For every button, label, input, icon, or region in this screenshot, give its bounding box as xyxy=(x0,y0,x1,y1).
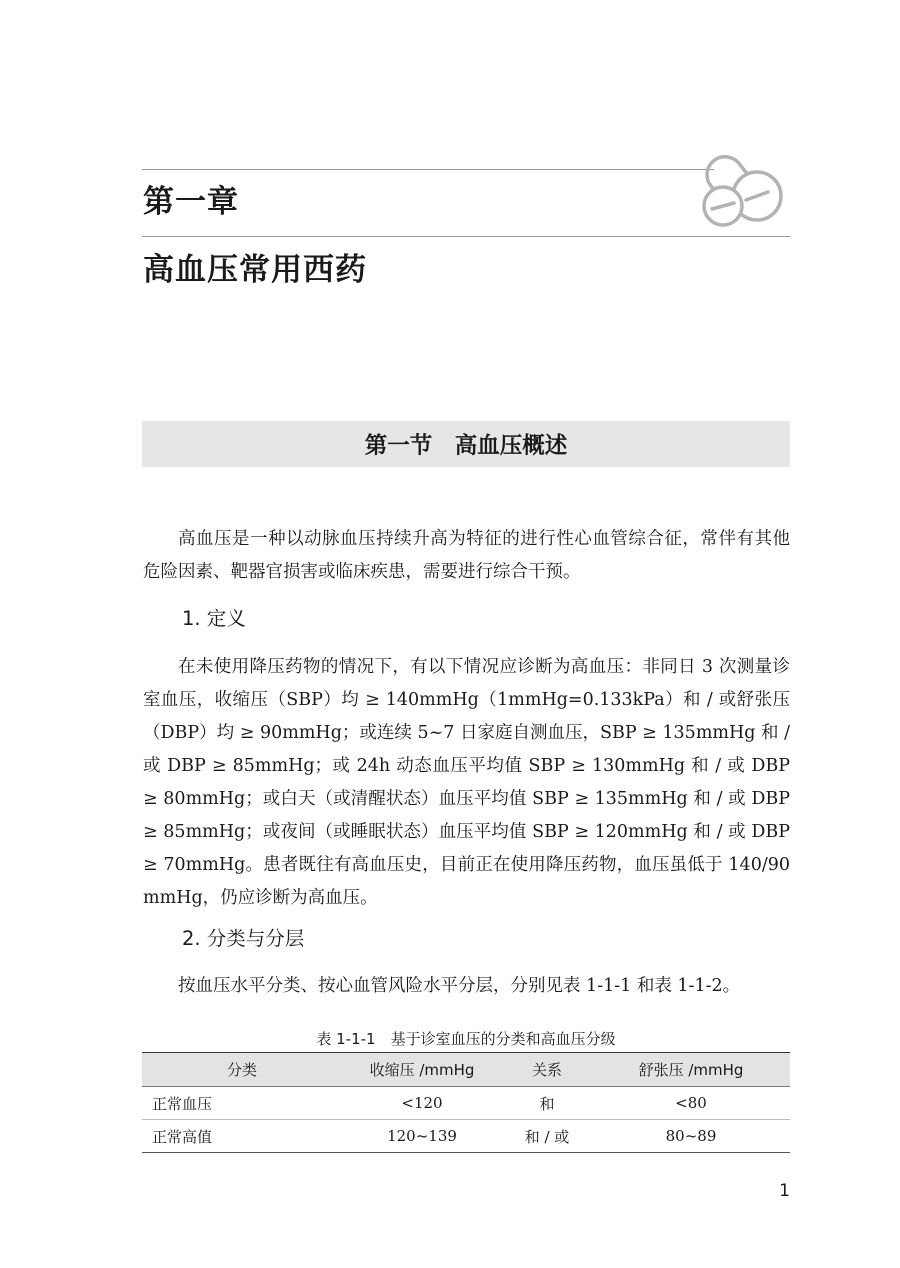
chapter-title: 高血压常用西药 xyxy=(143,252,367,288)
table-header-cell: 舒张压 /mmHg xyxy=(592,1053,790,1087)
definition-paragraph: 在未使用降压药物的情况下，有以下情况应诊断为高血压：非同日 3 次测量诊室血压，收缩压（SBP）均 ≥ 140mmHg（1mmHg=0.133kPa）和 / 或舒张压（DBP）均 ≥ 90mmHg；或连续 5~7 日家庭自测血压，SBP ≥ 135mmHg 和 / 或 DBP ≥ 85mmHg；或 24h 动态血压平均值 SBP ≥ 130mmHg 和 / 或 DBP ≥ 80mmHg；或白天（或清醒状态）血压平均值 SBP ≥ 135mmHg 和 / 或 DBP ≥ 85mmHg；或夜间（或睡眠状态）血压平均值 SBP ≥ 120mmHg 和 / 或 DBP ≥ 70mmHg。患者既往有高血压史，目前正在使用降压药物，血压虽低于 140/90mmHg，仍应诊断为高血压。 xyxy=(143,657,790,908)
table-header-cell: 收缩压 /mmHg xyxy=(342,1053,502,1087)
chapter-rule xyxy=(142,236,790,237)
table-cell: 正常血压 xyxy=(142,1087,342,1120)
subsection-heading-classification: 2. 分类与分层 xyxy=(182,927,305,950)
subsection-heading-definition: 1. 定义 xyxy=(182,607,246,630)
pill-capsule-icon xyxy=(695,140,795,232)
table-cell: 正常高值 xyxy=(142,1120,342,1153)
table-caption: 表 1-1-1 基于诊室血压的分类和高血压分级 xyxy=(316,1030,616,1048)
table-header-cell: 关系 xyxy=(502,1053,592,1087)
table-row xyxy=(142,1120,790,1153)
table-cell: 80~89 xyxy=(592,1120,790,1153)
table-cell: <80 xyxy=(592,1087,790,1120)
table-cell: 和 / 或 xyxy=(502,1120,592,1153)
page-number: 1 xyxy=(779,1181,790,1201)
table-header-row xyxy=(142,1053,790,1087)
table-header-cell: 分类 xyxy=(142,1053,342,1087)
top-rule xyxy=(142,169,714,170)
table-cell: <120 xyxy=(342,1087,502,1120)
bp-classification-table xyxy=(142,1052,790,1153)
table-row xyxy=(142,1087,790,1120)
section-title: 第一节 高血压概述 xyxy=(364,433,568,459)
classification-paragraph: 按血压水平分类、按心血管风险水平分层，分别见表 1-1-1 和表 1-1-2。 xyxy=(178,976,741,996)
table-cell: 120~139 xyxy=(342,1120,502,1153)
chapter-number: 第一章 xyxy=(143,184,239,220)
table-cell: 和 xyxy=(502,1087,592,1120)
section-header xyxy=(142,421,790,467)
intro-paragraph: 高血压是一种以动脉血压持续升高为特征的进行性心血管综合征，常伴有其他危险因素、靶器官损害或临床疾患，需要进行综合干预。 xyxy=(143,529,790,582)
